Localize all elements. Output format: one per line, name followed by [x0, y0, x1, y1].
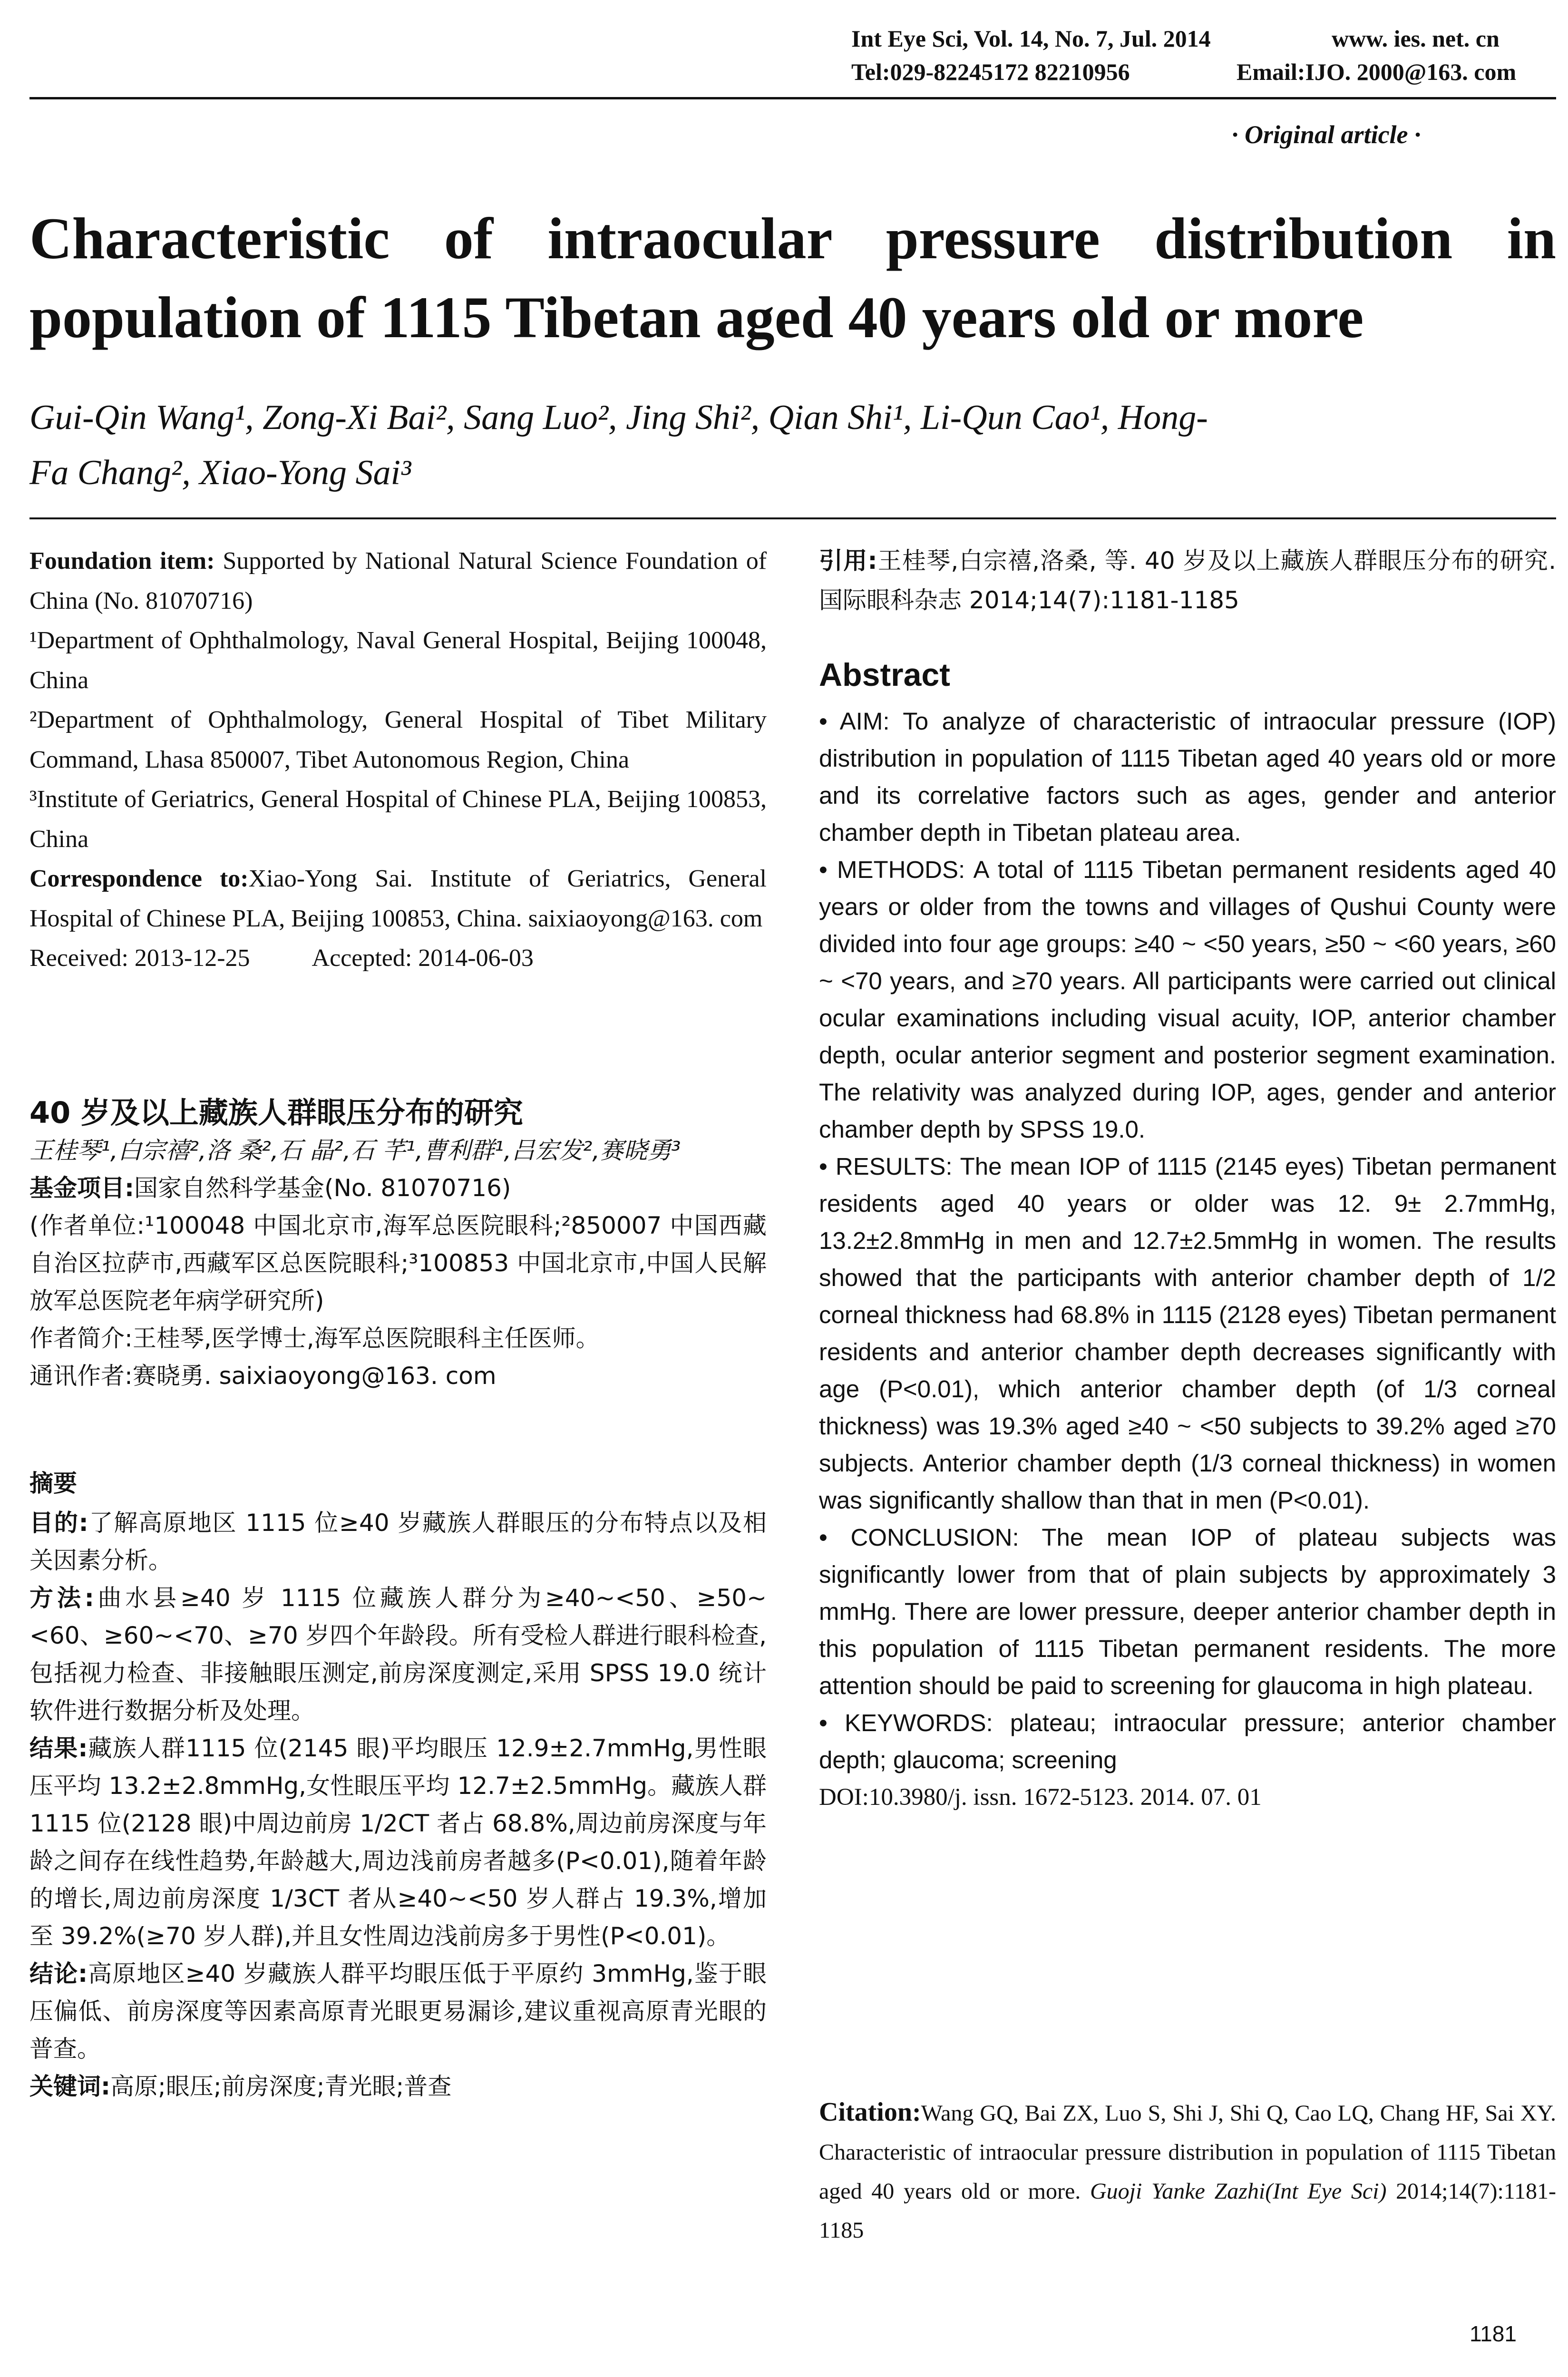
conclusion-text: The mean IOP of plateau subjects was significantly lower from that of plain subjects by approximately 3 mmHg. There are lower pressure, deeper anterior chamber depth in this population of 1115 Tibetan permanent residents. The more attention should be paid to screening for glaucoma in high plateau. — [819, 1524, 1556, 1699]
zh-keywords-text: 高原;眼压;前房深度;青光眼;普查 — [110, 2073, 452, 2100]
abstract-conclusion — [819, 1519, 1556, 1705]
left-frontmatter — [29, 541, 767, 978]
zh-conclusion-text: 高原地区≥40 岁藏族人群平均眼压低于平原约 3mmHg,鉴于眼压偏低、前房深度等因素高原青光眼更易漏诊,建议重视高原青光眼的普查。 — [29, 1960, 767, 2063]
article-title-line2: population of 1115 Tibetan aged 40 years old or more — [29, 285, 1364, 350]
correspondence-label: Correspondence to: — [29, 865, 249, 892]
journal-line: Int Eye Sci, Vol. 14, No. 7, Jul. 2014 — [851, 25, 1211, 52]
zh-results — [29, 1730, 767, 1955]
zh-conclusion — [29, 1955, 767, 2068]
zh-results-label: 结果: — [29, 1734, 88, 1762]
foundation-label: Foundation item: — [29, 547, 215, 575]
foundation-item — [29, 541, 767, 621]
authors-rule — [29, 517, 1556, 519]
results-text: The mean IOP of 1115 (2145 eyes) Tibetan permanent residents aged 40 years or older was 12. 9± 2.7mmHg, 13.2±2.8mmHg in men and 12.7±2.5mmHg in women. The results showed that the participants with anterior chamber depth of 1/2 corneal thickness had 68.8% in 1115 (2128 eyes) Tibetan permanent residents and anterior chamber depth decreases significantly with age (P<0.01), which anterior chamber depth (of 1/3 corneal thickness) was 19.3% aged ≥40 ~ <50 subjects to 39.2% aged ≥70 subjects. Anterior chamber depth (1/3 corneal thickness) in women was significantly shallow than that in men (P<0.01). — [819, 1153, 1556, 1514]
keywords-text: plateau; intraocular pressure; anterior chamber depth; glaucoma; screening — [819, 1709, 1557, 1773]
zh-aim-text: 了解高原地区 1115 位≥40 岁藏族人群眼压的分布特点以及相关因素分析。 — [29, 1509, 767, 1574]
abstract-keywords — [819, 1705, 1556, 1779]
zh-abstract-head: 摘要 — [29, 1470, 77, 1497]
zh-aim — [29, 1504, 767, 1579]
aim-label: • AIM: — [819, 708, 890, 735]
received-date: Received: 2013-12-25 — [29, 945, 250, 972]
zh-fund — [29, 1169, 767, 1207]
zh-citation-text: 王桂琴,白宗禧,洛桑, 等. 40 岁及以上藏族人群眼压分布的研究. 国际眼科杂志 2014;14(7):1181-1185 — [819, 547, 1556, 614]
article-title-line1: Characteristic of intraocular pressure distribution in — [29, 206, 1556, 271]
journal-email[interactable]: Email:IJO. 2000@163. com — [1237, 58, 1517, 85]
abstract-results — [819, 1148, 1556, 1519]
zh-methods-text: 曲水县≥40 岁 1115 位藏族人群分为≥40~<50、≥50~<60、≥60~<70、≥70 岁四个年龄段。所有受检人群进行眼科检查,包括视力检查、非接触眼压测定,前房深度测定,采用 SPSS 19.0 统计软件进行数据分析及处理。 — [29, 1584, 767, 1724]
conclusion-label: • CONCLUSION: — [819, 1524, 1019, 1551]
citation-tail: 2014;14(7):1181-1185 — [819, 2179, 1557, 2243]
zh-frontmatter — [29, 1132, 767, 1395]
methods-label: • METHODS: — [819, 856, 965, 883]
zh-keywords — [29, 2068, 767, 2105]
correspondence-text: Xiao-Yong Sai. Institute of Geriatrics, General Hospital of Chinese PLA, Beijing 100853, China. saixiaoyong@163. com — [29, 865, 767, 932]
zh-corr: 通讯作者:赛晓勇. saixiaoyong@163. com — [29, 1362, 497, 1390]
zh-keywords-label: 关键词: — [29, 2073, 110, 2100]
author-line2: Fa Chang², Xiao-Yong Sai³ — [29, 453, 411, 492]
zh-abstract — [29, 1465, 767, 2105]
keywords-label: • KEYWORDS: — [819, 1709, 993, 1736]
citation-text: Wang GQ, Bai ZX, Luo S, Shi J, Shi Q, Cao LQ, Chang HF, Sai XY. Characteristic of intraocular pressure distribution in population of 1115 Tibetan aged 40 years old or more. — [819, 2101, 1556, 2204]
page-number: 1181 — [1470, 2321, 1517, 2346]
foundation-text: Supported by National Natural Science Foundation of China (No. 81070716) — [29, 547, 767, 614]
methods-text: A total of 1115 Tibetan permanent residents aged 40 years or older from the towns and villages of Qushui County were divided into four age groups: ≥40 ~ <50 years, ≥50 ~ <60 years, ≥60 ~ <70 years, and ≥70 years. All participants were carried out clinical ocular examinations including visual acuity, IOP, anterior chamber depth, ocular anterior segment and posterior segment examination. The relativity was analyzed during IOP, ages, gender and anterior chamber depth by SPSS 19.0. — [819, 856, 1556, 1143]
zh-aim-label: 目的: — [29, 1509, 88, 1537]
zh-citation-label: 引用: — [819, 547, 877, 575]
section-label: · Original article · — [1232, 120, 1421, 149]
citation-journal: Guoji Yanke Zazhi(Int Eye Sci) — [1090, 2179, 1387, 2204]
affiliation-1: ¹Department of Ophthalmology, Naval General Hospital, Beijing 100048, China — [29, 627, 767, 694]
aim-text: To analyze of characteristic of intraocular pressure (IOP) distribution in population of 1115 Tibetan aged 40 years old or more and its correlative factors such as ages, gender and anterior chamber depth in Tibetan plateau area. — [819, 708, 1556, 846]
zh-authors: 王桂琴¹,白宗禧²,洛 桑²,石 晶²,石 芊¹,曹利群¹,吕宏发²,赛晓勇³ — [29, 1137, 681, 1164]
accepted-date: Accepted: 2014-06-03 — [312, 945, 534, 972]
zh-conclusion-label: 结论: — [29, 1960, 88, 1987]
zh-citation — [819, 541, 1556, 620]
zh-methods-label: 方法: — [29, 1584, 94, 1612]
zh-bio: 作者简介:王桂琴,医学博士,海军总医院眼科主任医师。 — [29, 1325, 600, 1352]
english-abstract — [819, 703, 1556, 1816]
zh-methods — [29, 1579, 767, 1730]
dates — [29, 938, 767, 978]
abstract-heading: Abstract — [819, 657, 950, 693]
zh-title: 40 岁及以上藏族人群眼压分布的研究 — [29, 1095, 523, 1130]
citation-block — [819, 2093, 1556, 2250]
journal-website[interactable]: www. ies. net. cn — [1332, 25, 1500, 52]
citation-label: Citation: — [819, 2097, 921, 2127]
zh-results-text: 藏族人群1115 位(2145 眼)平均眼压 12.9±2.7mmHg,男性眼压平均 13.2±2.8mmHg,女性眼压平均 12.7±2.5mmHg。藏族人群 1115 位(2128 眼)中周边前房 1/2CT 者占 68.8%,周边前房深度与年龄之间存在线性趋势,年龄越大,周边浅前房者越多(P<0.01),随着年龄的增长,周边前房深度 1/3CT 者从≥40~<50 岁人群占 19.3%,增加至 39.2%(≥70 岁人群),并且女性周边浅前房多于男性(P<0.01)。 — [29, 1734, 767, 1950]
author-line1: Gui-Qin Wang¹, Zong-Xi Bai², Sang Luo², Jing Shi², Qian Shi¹, Li-Qun Cao¹, Hong- — [29, 398, 1208, 437]
abstract-methods — [819, 851, 1556, 1148]
zh-units: (作者单位:¹100048 中国北京市,海军总医院眼科;²850007 中国西藏自治区拉萨市,西藏军区总医院眼科;³100853 中国北京市,中国人民解放军总医院老年病学研究所) — [29, 1212, 767, 1315]
correspondence — [29, 859, 767, 938]
abstract-aim — [819, 703, 1556, 851]
zh-fund-label: 基金项目: — [29, 1174, 134, 1202]
affiliation-3: ³Institute of Geriatrics, General Hospital of Chinese PLA, Beijing 100853, China — [29, 786, 767, 853]
header-rule — [29, 97, 1556, 99]
results-label: • RESULTS: — [819, 1153, 953, 1180]
zh-fund-text: 国家自然科学基金(No. 81070716) — [134, 1174, 511, 1202]
doi[interactable]: DOI:10.3980/j. issn. 1672-5123. 2014. 07. 01 — [819, 1784, 1262, 1811]
journal-tel: Tel:029-82245172 82210956 — [851, 58, 1130, 85]
affiliation-2: ²Department of Ophthalmology, General Hospital of Tibet Military Command, Lhasa 850007, Tibet Autonomous Region, China — [29, 706, 767, 773]
